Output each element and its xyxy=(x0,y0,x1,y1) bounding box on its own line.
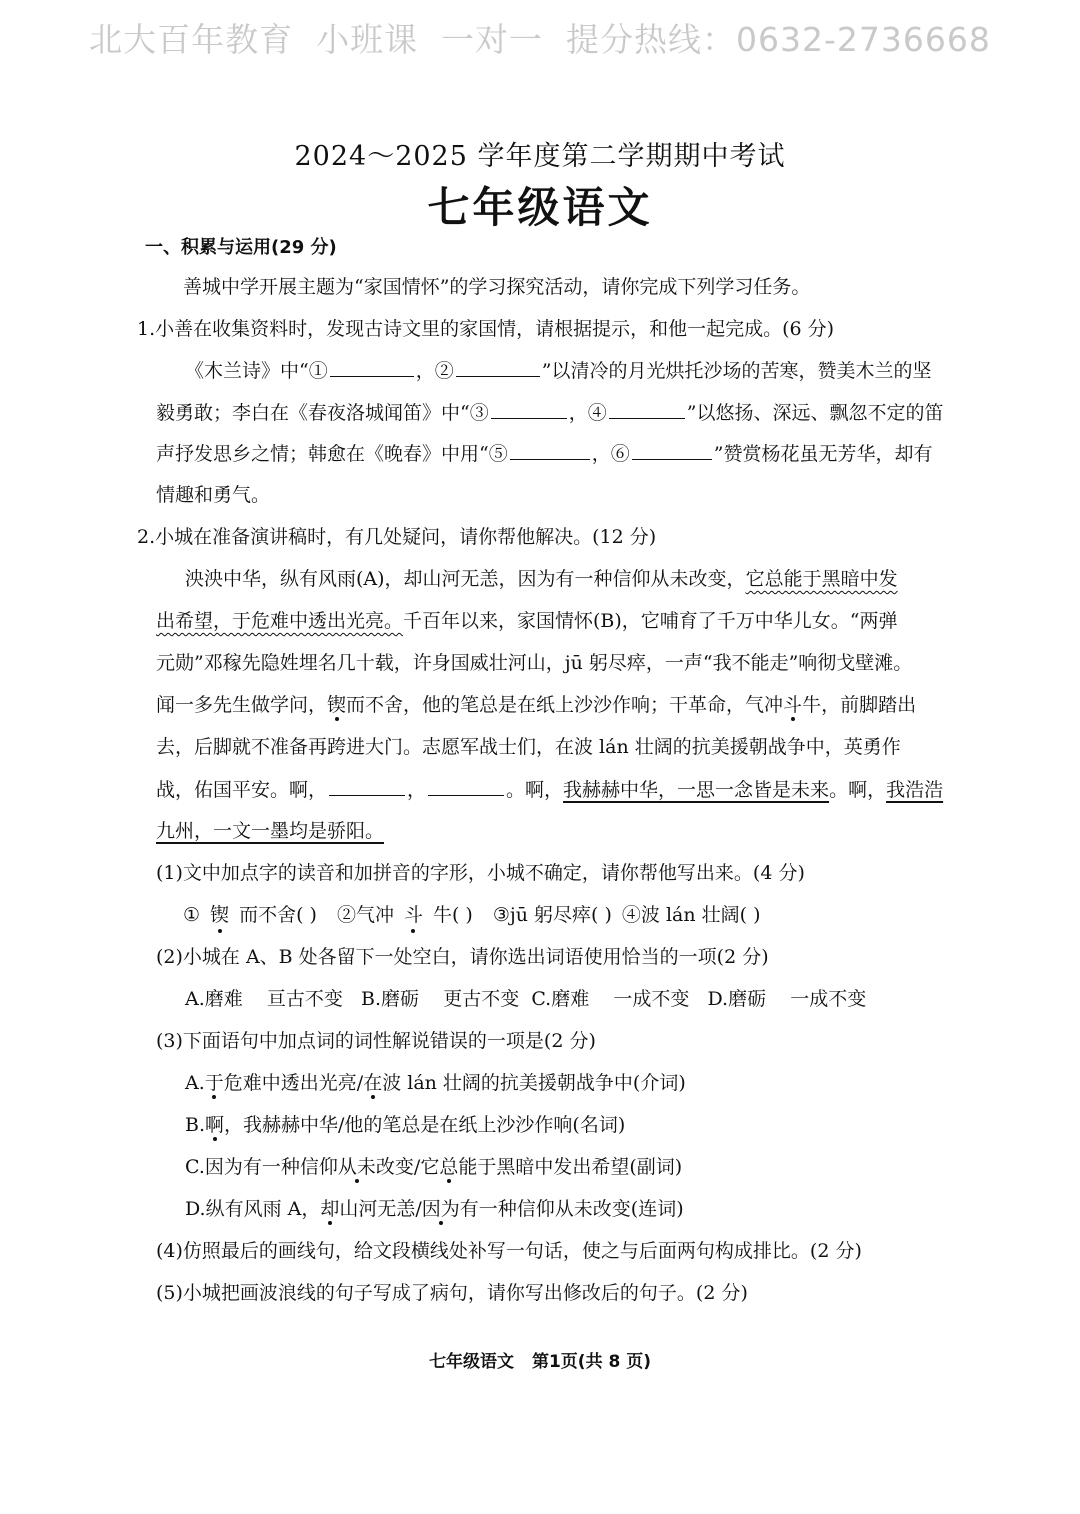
option-d[interactable]: D.磨砺 一成不变 xyxy=(707,988,867,1010)
page-footer xyxy=(0,1349,1080,1375)
q2-sub2-options xyxy=(185,986,866,1012)
blank-5[interactable] xyxy=(510,440,590,460)
q1-line-3: 声抒发思乡之情；韩愈在《晚春》中用“⑤ ，⑥ ”赞赏杨花虽无芳华，却有 xyxy=(156,440,932,467)
subject-title: 七年级语文 xyxy=(427,183,653,232)
section-intro: 善城中学开展主题为“家国情怀”的学习探究活动，请你完成下列学习任务。 xyxy=(183,276,811,298)
q2-passage-2: 出希望，于危难中透出光亮。千百年以来，家国情怀(B)，它哺育了千万中华儿女。“两弹 xyxy=(156,610,898,632)
option-c[interactable]: C.磨难 一成不变 xyxy=(531,988,690,1010)
blank-3[interactable] xyxy=(491,399,567,419)
q2-sub3-option-c[interactable]: C.因为有一种信仰从未改变/它总能于黑暗中发出希望(副词) xyxy=(185,1156,683,1178)
q2-sub4: (4)仿照最后的画线句，给文段横线处补写一句话，使之与后面两句构成排比。(2 分) xyxy=(156,1240,862,1262)
option-b[interactable]: B.磨砺 更古不变 xyxy=(361,988,520,1010)
q2-sub3: (3)下面语句中加点词的词性解说错误的一项是(2 分) xyxy=(156,1030,596,1052)
q2-passage-5: 去，后脚就不准备再跨进大门。志愿军战士们，在波 lán 壮阔的抗美援朝战争中，英勇作 xyxy=(156,736,901,758)
footer-subject: 七年级语文 xyxy=(428,1352,514,1372)
q2-sub3-option-b[interactable]: B.啊，我赫赫中华/他的笔总是在纸上沙沙作响(名词) xyxy=(185,1114,626,1136)
q1-line-4: 情趣和勇气。 xyxy=(156,484,271,506)
q2-passage-3: 元勋”邓稼先隐姓埋名几十载，许身国威壮河山，jū 躬尽瘁，一声“我不能走”响彻戈壁滩。 xyxy=(156,652,913,674)
blank-1[interactable] xyxy=(330,357,414,377)
q2-sub1-options: ① 锲 而不舍( ) ②气冲 斗 牛( ) ③jū 躬尽瘁( ) ④波 lán 壮阔( ) xyxy=(183,904,761,926)
blank-parallel-2[interactable] xyxy=(428,776,504,796)
q1-stem: 1.小善在收集资料时，发现古诗文里的家国情，请根据提示，和他一起完成。(6 分) xyxy=(137,318,835,340)
q2-sub1: (1)文中加点字的读音和加拼音的字形，小城不确定，请你帮他写出来。(4 分) xyxy=(156,862,805,884)
blank-parallel-1[interactable] xyxy=(329,776,405,796)
q2-stem: 2.小城在准备演讲稿时，有几处疑问，请你帮他解决。(12 分) xyxy=(137,526,657,548)
option-a[interactable]: A.磨难 亘古不变 xyxy=(185,988,343,1010)
blank-2[interactable] xyxy=(456,357,540,377)
q2-sub3-option-a[interactable]: A.于危难中透出光亮/在波 lán 壮阔的抗美援朝战争中(介词) xyxy=(185,1072,686,1094)
q2-sub5: (5)小城把画波浪线的句子写成了病句，请你写出修改后的句子。(2 分) xyxy=(156,1282,748,1304)
q1-line-2: 毅勇敢；李白在《春夜洛城闻笛》中“③ ，④ ”以悠扬、深远、飘忽不定的笛 xyxy=(156,399,943,426)
exam-title: 2024～2025 学年度第二学期期中考试 xyxy=(294,141,786,172)
q2-sub3-option-d[interactable]: D.纵有风雨 A，却山河无恙/因为有一种信仰从未改变(连词) xyxy=(185,1198,684,1220)
watermark: 北大百年教育 小班课 一对一 提分热线：0632-2736668 xyxy=(89,20,991,59)
q2-passage-4: 闻一多先生做学问，锲而不舍，他的笔总是在纸上沙沙作响；干革命，气冲斗牛，前脚踏出 xyxy=(156,694,917,716)
q2-passage-6: 战，佑国平安。啊， ， 。啊，我赫赫中华，一思一念皆是未来。啊，我浩浩 xyxy=(156,776,943,803)
q1-line-1: 《木兰诗》中“① ，② ”以清冷的月光烘托沙场的苦寒，赞美木兰的坚 xyxy=(185,357,931,384)
blank-4[interactable] xyxy=(609,399,685,419)
blank-6[interactable] xyxy=(632,440,712,460)
q2-passage-1: 泱泱中华，纵有风雨(A)，却山河无恙，因为有一种信仰从未改变，它总能于黑暗中发 xyxy=(185,568,898,590)
q2-sub2: (2)小城在 A、B 处各留下一处空白，请你选出词语使用恰当的一项(2 分) xyxy=(156,946,769,968)
q2-passage-7: 九州，一文一墨均是骄阳。 xyxy=(156,820,385,842)
section-heading: 一、积累与运用(29 分) xyxy=(145,237,337,258)
footer-page-number: 第1页(共 8 页) xyxy=(531,1352,652,1372)
